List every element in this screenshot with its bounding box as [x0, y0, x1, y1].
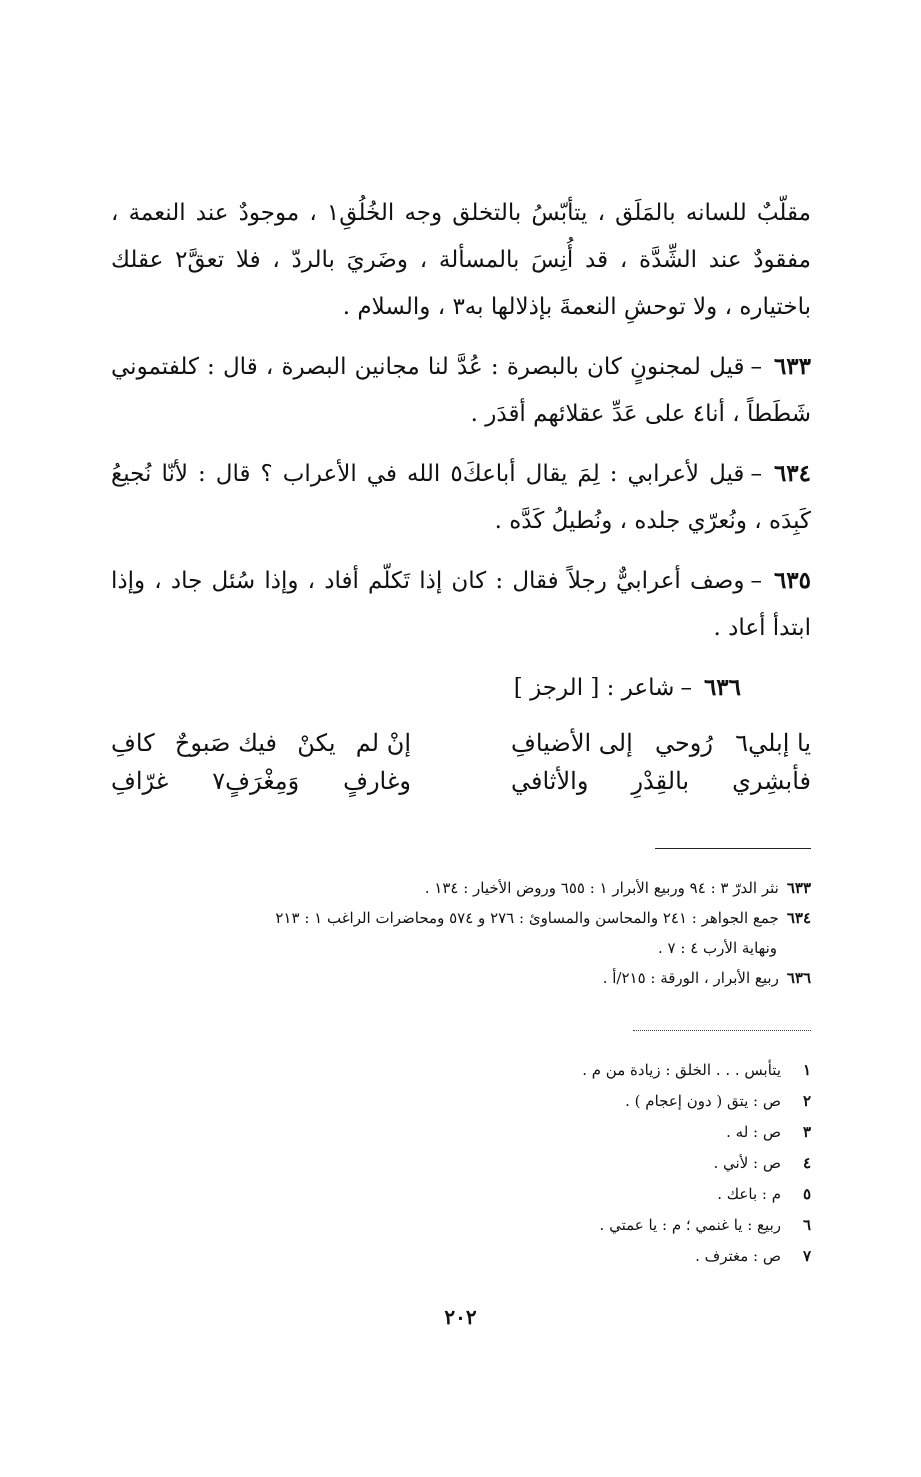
footnote — [111, 1055, 811, 1086]
verse-word: وغارفٍ — [343, 767, 411, 795]
sources-list — [111, 873, 811, 993]
source-text: ربيع الأبرار ، الورقة : ٢١٥/أ . — [602, 969, 779, 987]
footnote-text: ص : مغترف . — [695, 1247, 781, 1265]
entry-text: وصف أعرابيٌّ رجلاً فقال : كان إذا تَكلّم أفاد ، وإذا سُئل جاد ، وإذا ابتدأ أعاد . — [111, 568, 811, 641]
verse-word: وَمِغْرَفٍ٧ — [212, 767, 300, 795]
verse-word: يا إبلي٦ — [735, 729, 811, 757]
verse-word: إلى الأضيافِ — [511, 729, 633, 757]
footnote-number: ٦ — [802, 1216, 811, 1234]
entry-text: شاعر : [ الرجز ] — [513, 675, 675, 701]
source-text: جمع الجواهر : ٢٤١ والمحاسن والمساوئ : ٢٧٦ و ٥٧٤ ومحاضرات الراغب ١ : ٢١٣ — [275, 909, 779, 927]
second-hemistich — [111, 762, 411, 800]
footnote — [111, 1210, 811, 1241]
footnote-number: ٧ — [802, 1247, 811, 1265]
footnote-number: ٢ — [802, 1092, 811, 1110]
footnote-text: ص : لأني . — [713, 1154, 781, 1172]
footnote — [111, 1086, 811, 1117]
footnote — [111, 1241, 811, 1272]
second-hemistich — [111, 724, 411, 762]
verse-word: والأثافي — [511, 767, 589, 795]
intro-paragraph: مقلّبٌ للسانه بالمَلَق ، يتأبّسُ بالتخلق وجه الخُلُقِ١ ، موجودٌ عند النعمة ، مفقودٌ عند الشِّدَّة ، قد أُنِسَ بالمسألة ، وضَريَ بالردّ ، فلا تعقَّ٢ عقلك باختياره ، ولا توحشِ النعمةَ بإذلالها به٣ ، والسلام . — [111, 200, 812, 320]
footnote — [111, 1117, 811, 1148]
entry-634: ٦٣٤–قيل لأعرابي : لِمَ يقال أباعكَ٥ الله في الأعراب ؟ قال : لأنّا نُجيعُ كَبِدَه ، ونُعرّي جلده ، ونُطيلُ كَدَّه . — [111, 460, 811, 534]
entry-number: ٦٣٥ — [773, 567, 811, 594]
entry-number: ٦٣٦ — [703, 674, 741, 701]
sources-separator — [655, 848, 811, 849]
entry-number: ٦٣٤ — [773, 460, 811, 487]
verse-word: فيك صَبوحٌ — [174, 729, 278, 757]
footnote — [111, 1179, 811, 1210]
source-number: ٦٣٤ — [786, 909, 811, 927]
verse-line-2 — [111, 762, 811, 800]
verse-word: كافِ — [111, 729, 155, 757]
footnote-number: ٥ — [802, 1185, 811, 1203]
entry-text: قيل لأعرابي : لِمَ يقال أباعكَ٥ الله في الأعراب ؟ قال : لأنّا نُجيعُ كَبِدَه ، ونُعرّي جلده ، ونُطيلُ كَدَّه . — [111, 461, 811, 534]
footnote-number: ٣ — [802, 1123, 811, 1141]
source-item — [111, 873, 811, 903]
page-number: ٢٠٢ — [444, 1305, 477, 1329]
entry-number: ٦٣٣ — [773, 353, 811, 380]
source-item — [111, 903, 811, 933]
footnotes-list — [111, 1055, 811, 1272]
source-continuation: ونهاية الأرب ٤ : ٧ . — [657, 939, 777, 957]
footnote-text: ص : يتق ( دون إعجام ) . — [625, 1092, 781, 1110]
source-number: ٦٣٣ — [786, 879, 811, 897]
verse-line-1 — [111, 724, 811, 762]
first-hemistich — [511, 762, 811, 800]
verse-word: يكنْ — [297, 729, 336, 757]
source-number: ٦٣٦ — [786, 969, 811, 987]
verse-word: إنْ لم — [355, 729, 411, 757]
poem — [111, 724, 811, 800]
verse-word: رُوحي — [654, 729, 713, 757]
source-item — [111, 963, 811, 993]
footnote-number: ١ — [802, 1061, 811, 1079]
verse-word: فأبشِري — [732, 767, 811, 795]
main-text — [111, 190, 811, 800]
entry-633: ٦٣٣–قيل لمجنونٍ كان بالبصرة : عُدَّ لنا مجانين البصرة ، قال : كلفتموني شَطَطاً ، أنا٤ على عَدِّ عقلائهم أقدَر . — [111, 353, 811, 427]
footnote-text: يتأبس . . . الخلق : زيادة من م . — [582, 1061, 781, 1079]
footnote — [111, 1148, 811, 1179]
footnotes-separator — [633, 1030, 811, 1031]
entry-635: ٦٣٥–وصف أعرابيٌّ رجلاً فقال : كان إذا تَكلّم أفاد ، وإذا سُئل جاد ، وإذا ابتدأ أعاد . — [111, 567, 811, 641]
footnote-text: ربيع : يا غنمي ؛ م : يا عمتي . — [599, 1216, 781, 1234]
footnote-text: ص : له . — [726, 1123, 781, 1141]
verse-word: غرّافِ — [111, 767, 169, 795]
footnote-text: م : باعك . — [717, 1185, 781, 1203]
source-text: نثر الدرّ ٣ : ٩٤ وربيع الأبرار ١ : ٦٥٥ وروض الأخيار : ١٣٤ . — [424, 879, 779, 897]
footnote-number: ٤ — [802, 1154, 811, 1172]
entry-636: ٦٣٦–شاعر : [ الرجز ] — [513, 674, 741, 701]
entry-text: قيل لمجنونٍ كان بالبصرة : عُدَّ لنا مجانين البصرة ، قال : كلفتموني شَطَطاً ، أنا٤ على عَدِّ عقلائهم أقدَر . — [111, 354, 811, 427]
verse-word: بالقِدْرِ — [631, 767, 690, 795]
first-hemistich — [511, 724, 811, 762]
